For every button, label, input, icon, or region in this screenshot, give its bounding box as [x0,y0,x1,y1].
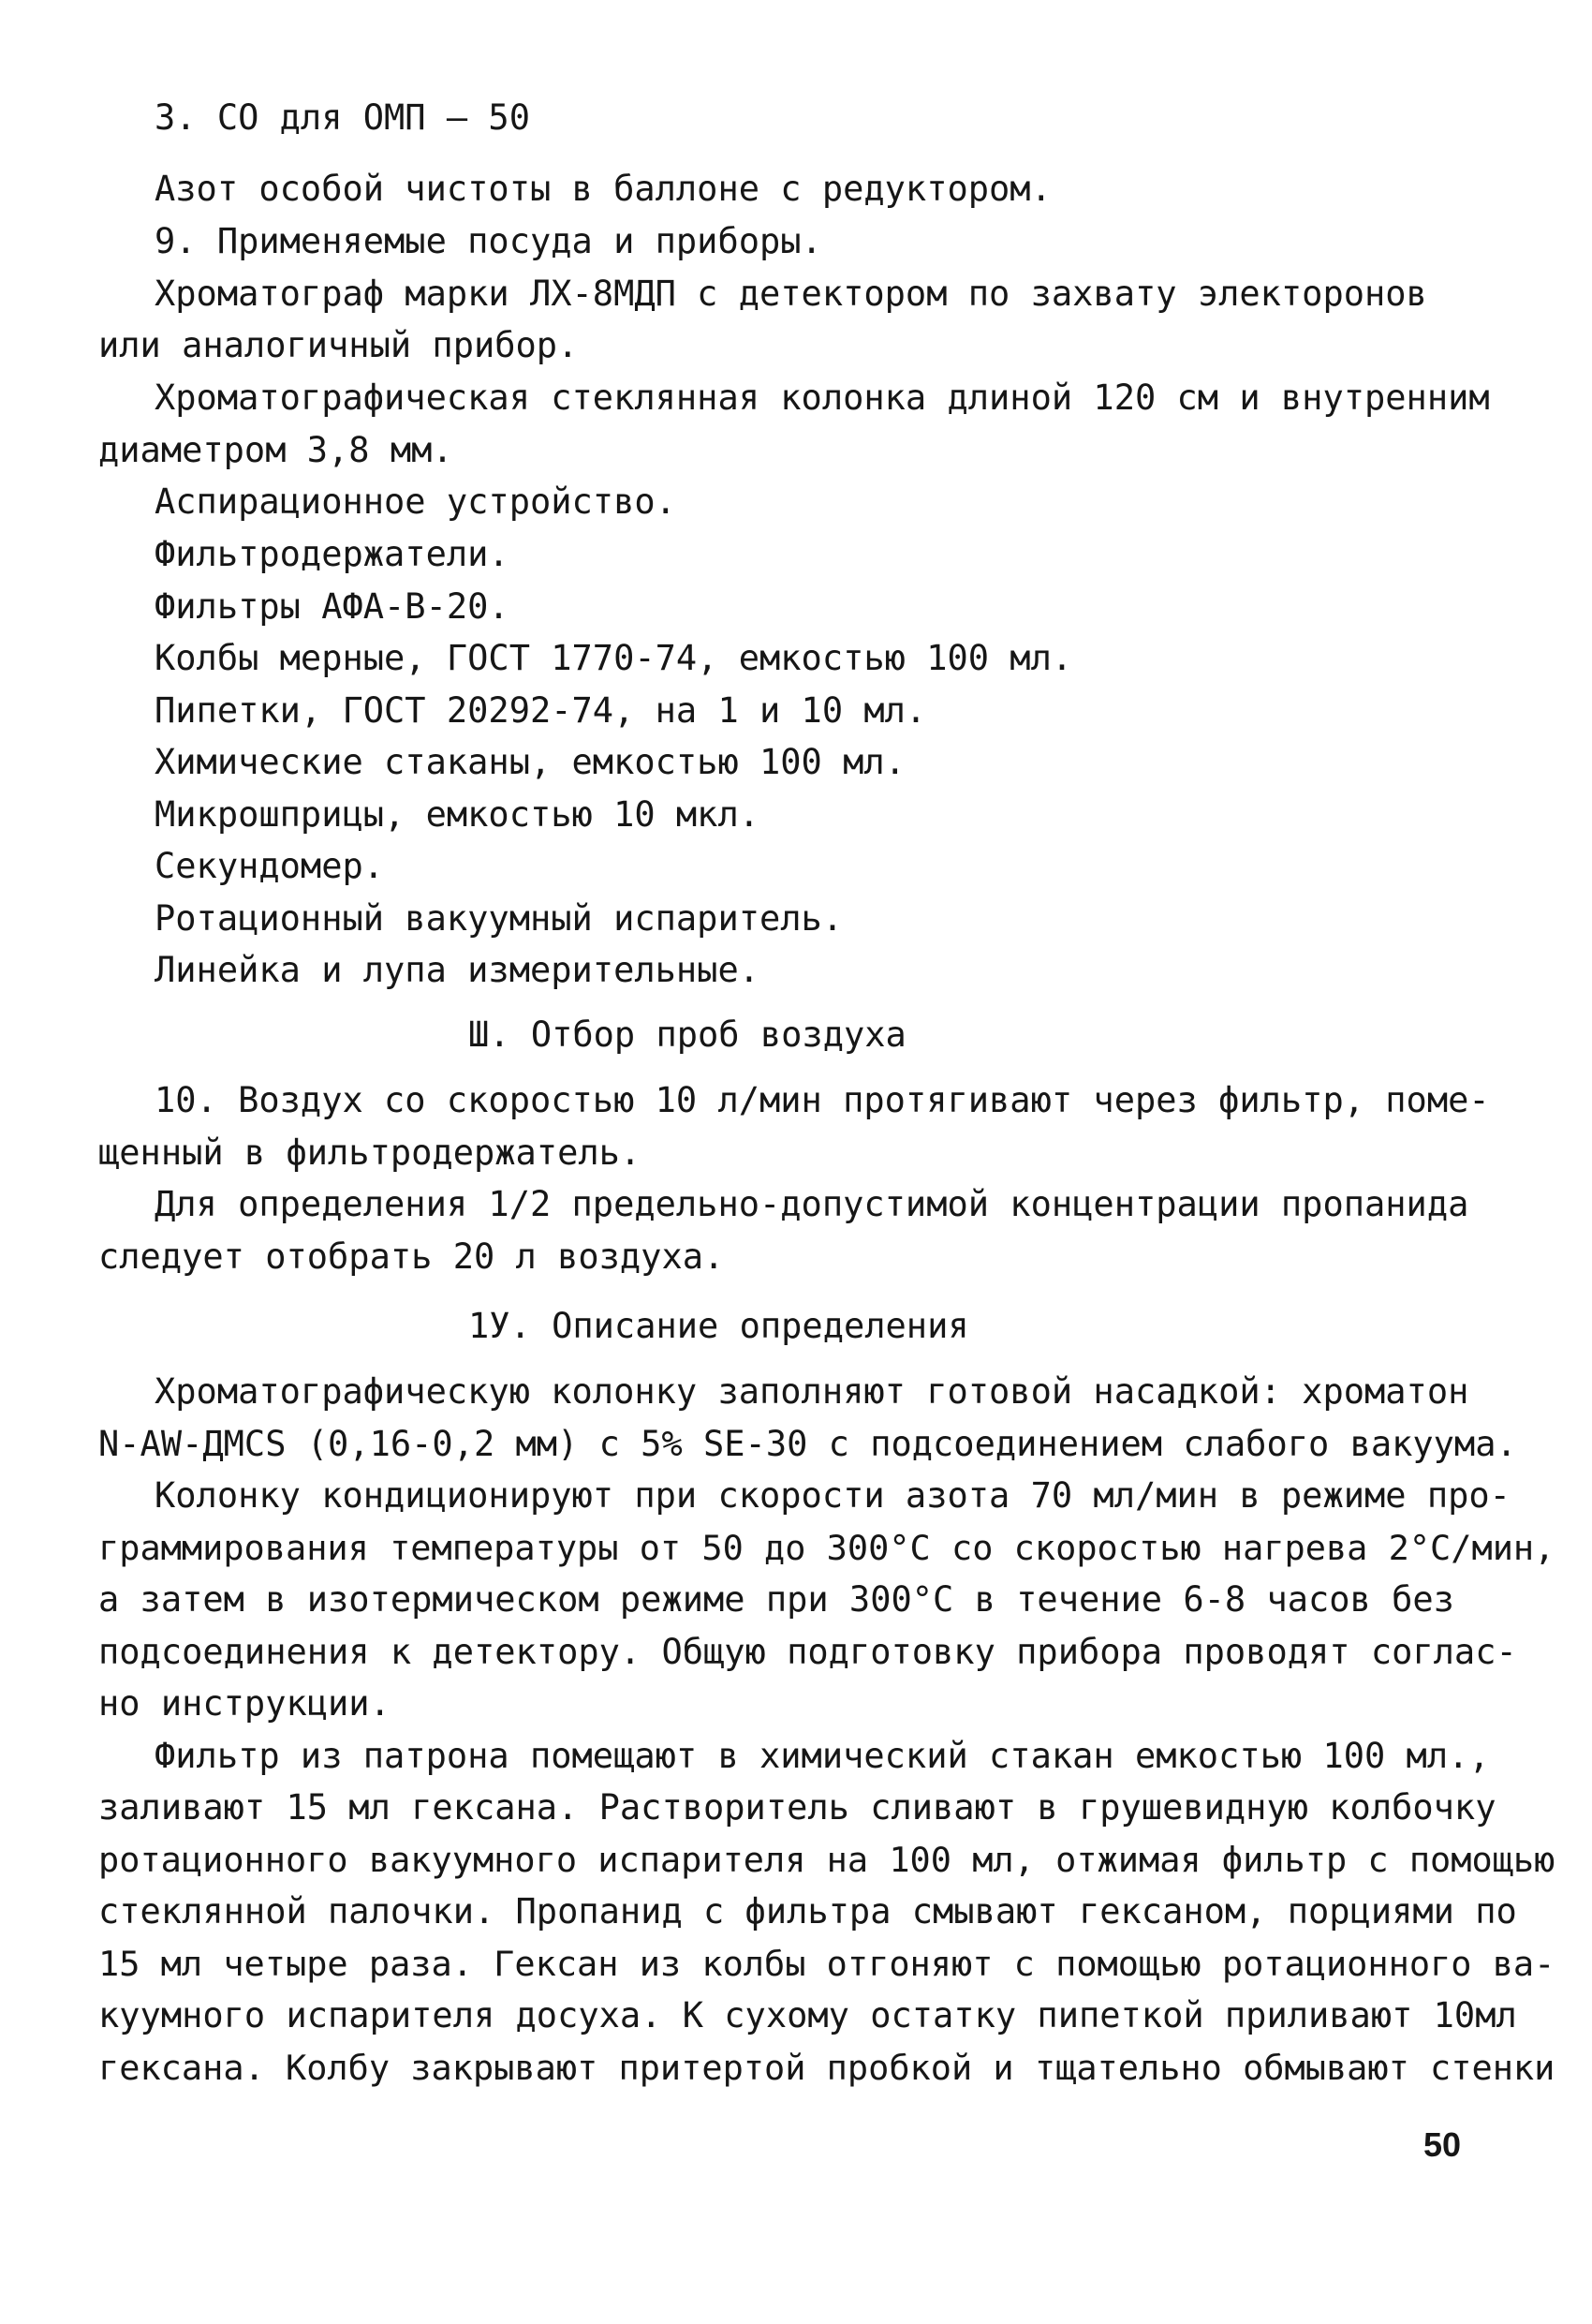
text-line: Колонку кондиционируют при скорости азота 70 мл/мин в режиме про- [155,1475,1511,1516]
cropped-top-line: 3. СО для ОМП – 50 [155,97,530,138]
text-line: подсоединения к детектору. Общую подготовку прибора проводят соглас- [98,1632,1517,1672]
text-line: ротационного вакуумного испарителя на 100 мл, отжимая фильтр с помощью [98,1840,1555,1880]
text-line: куумного испарителя досуха. К сухому остатку пипеткой приливают 10мл [98,1995,1517,2035]
text-line: щенный в фильтродержатель. [98,1132,641,1173]
list-item: Секундомер. [155,846,385,886]
text-line: следует отобрать 20 л воздуха. [98,1236,725,1277]
section-heading-3: Ш. Отбор проб воздуха [468,1014,907,1055]
text-line: а затем в изотермическом режиме при 300°С в течение 6-8 часов без [98,1579,1454,1620]
text-line: Хроматографическую колонку заполняют готовой насадкой: хроматон [155,1371,1469,1412]
text-line: граммирования температуры от 50 до 300°С со скоростью нагрева 2°С/мин, [98,1528,1555,1568]
list-item: Химические стаканы, емкостью 100 мл. [155,742,906,782]
text-line: или аналогичный прибор. [98,325,579,365]
page-number: 50 [1423,2125,1462,2164]
list-item: Пипетки, ГОСТ 20292-74, на 1 и 10 мл. [155,690,927,731]
text-line: 15 мл четыре раза. Гексан из колбы отгоняют с помощью ротационного ва- [98,1944,1555,1984]
text-line: гексана. Колбу закрывают притертой пробкой и тщательно обмывают стенки [98,2048,1555,2088]
list-item: Микрошприцы, емкостью 10 мкл. [155,794,760,835]
list-item: Фильтры АФА-В-20. [155,586,509,627]
list-item: Колбы мерные, ГОСТ 1770-74, емкостью 100 мл. [155,638,1073,678]
text-line: но инструкции. [98,1683,391,1724]
text-line: Хроматограф марки ЛХ-8МДП с детектором по захвату электоронов [155,274,1427,314]
text-line: Для определения 1/2 предельно-допустимой концентрации пропанида [155,1184,1469,1224]
list-item: Ротационный вакуумный испаритель. [155,898,844,939]
text-line: стеклянной палочки. Пропанид с фильтра смывают гексаном, порциями по [98,1891,1517,1932]
text-line: Хроматографическая стеклянная колонка длиной 120 см и внутренним [155,377,1490,418]
list-item: Линейка и лупа измерительные. [155,950,760,990]
text-line: заливают 15 мл гексана. Растворитель сливают в грушевидную колбочку [98,1787,1496,1828]
text-line: N-AW-ДМСS (0,16-0,2 мм) с 5% SE-30 с подсоединением слабого вакуума. [98,1424,1517,1464]
section-heading-4: 1У. Описание определения [468,1306,969,1346]
list-item: Фильтродержатели. [155,534,509,574]
text-line: 10. Воздух со скоростью 10 л/мин протягивают через фильтр, поме- [155,1080,1490,1120]
text-line: Азот особой чистоты в баллоне с редуктором. [155,169,1052,209]
text-line: диаметром 3,8 мм. [98,430,453,470]
list-item: Аспирационное устройство. [155,481,676,522]
section-heading-9: 9. Применяемые посуда и приборы. [155,221,822,261]
text-line: Фильтр из патрона помещают в химический стакан емкостью 100 мл., [155,1736,1490,1776]
